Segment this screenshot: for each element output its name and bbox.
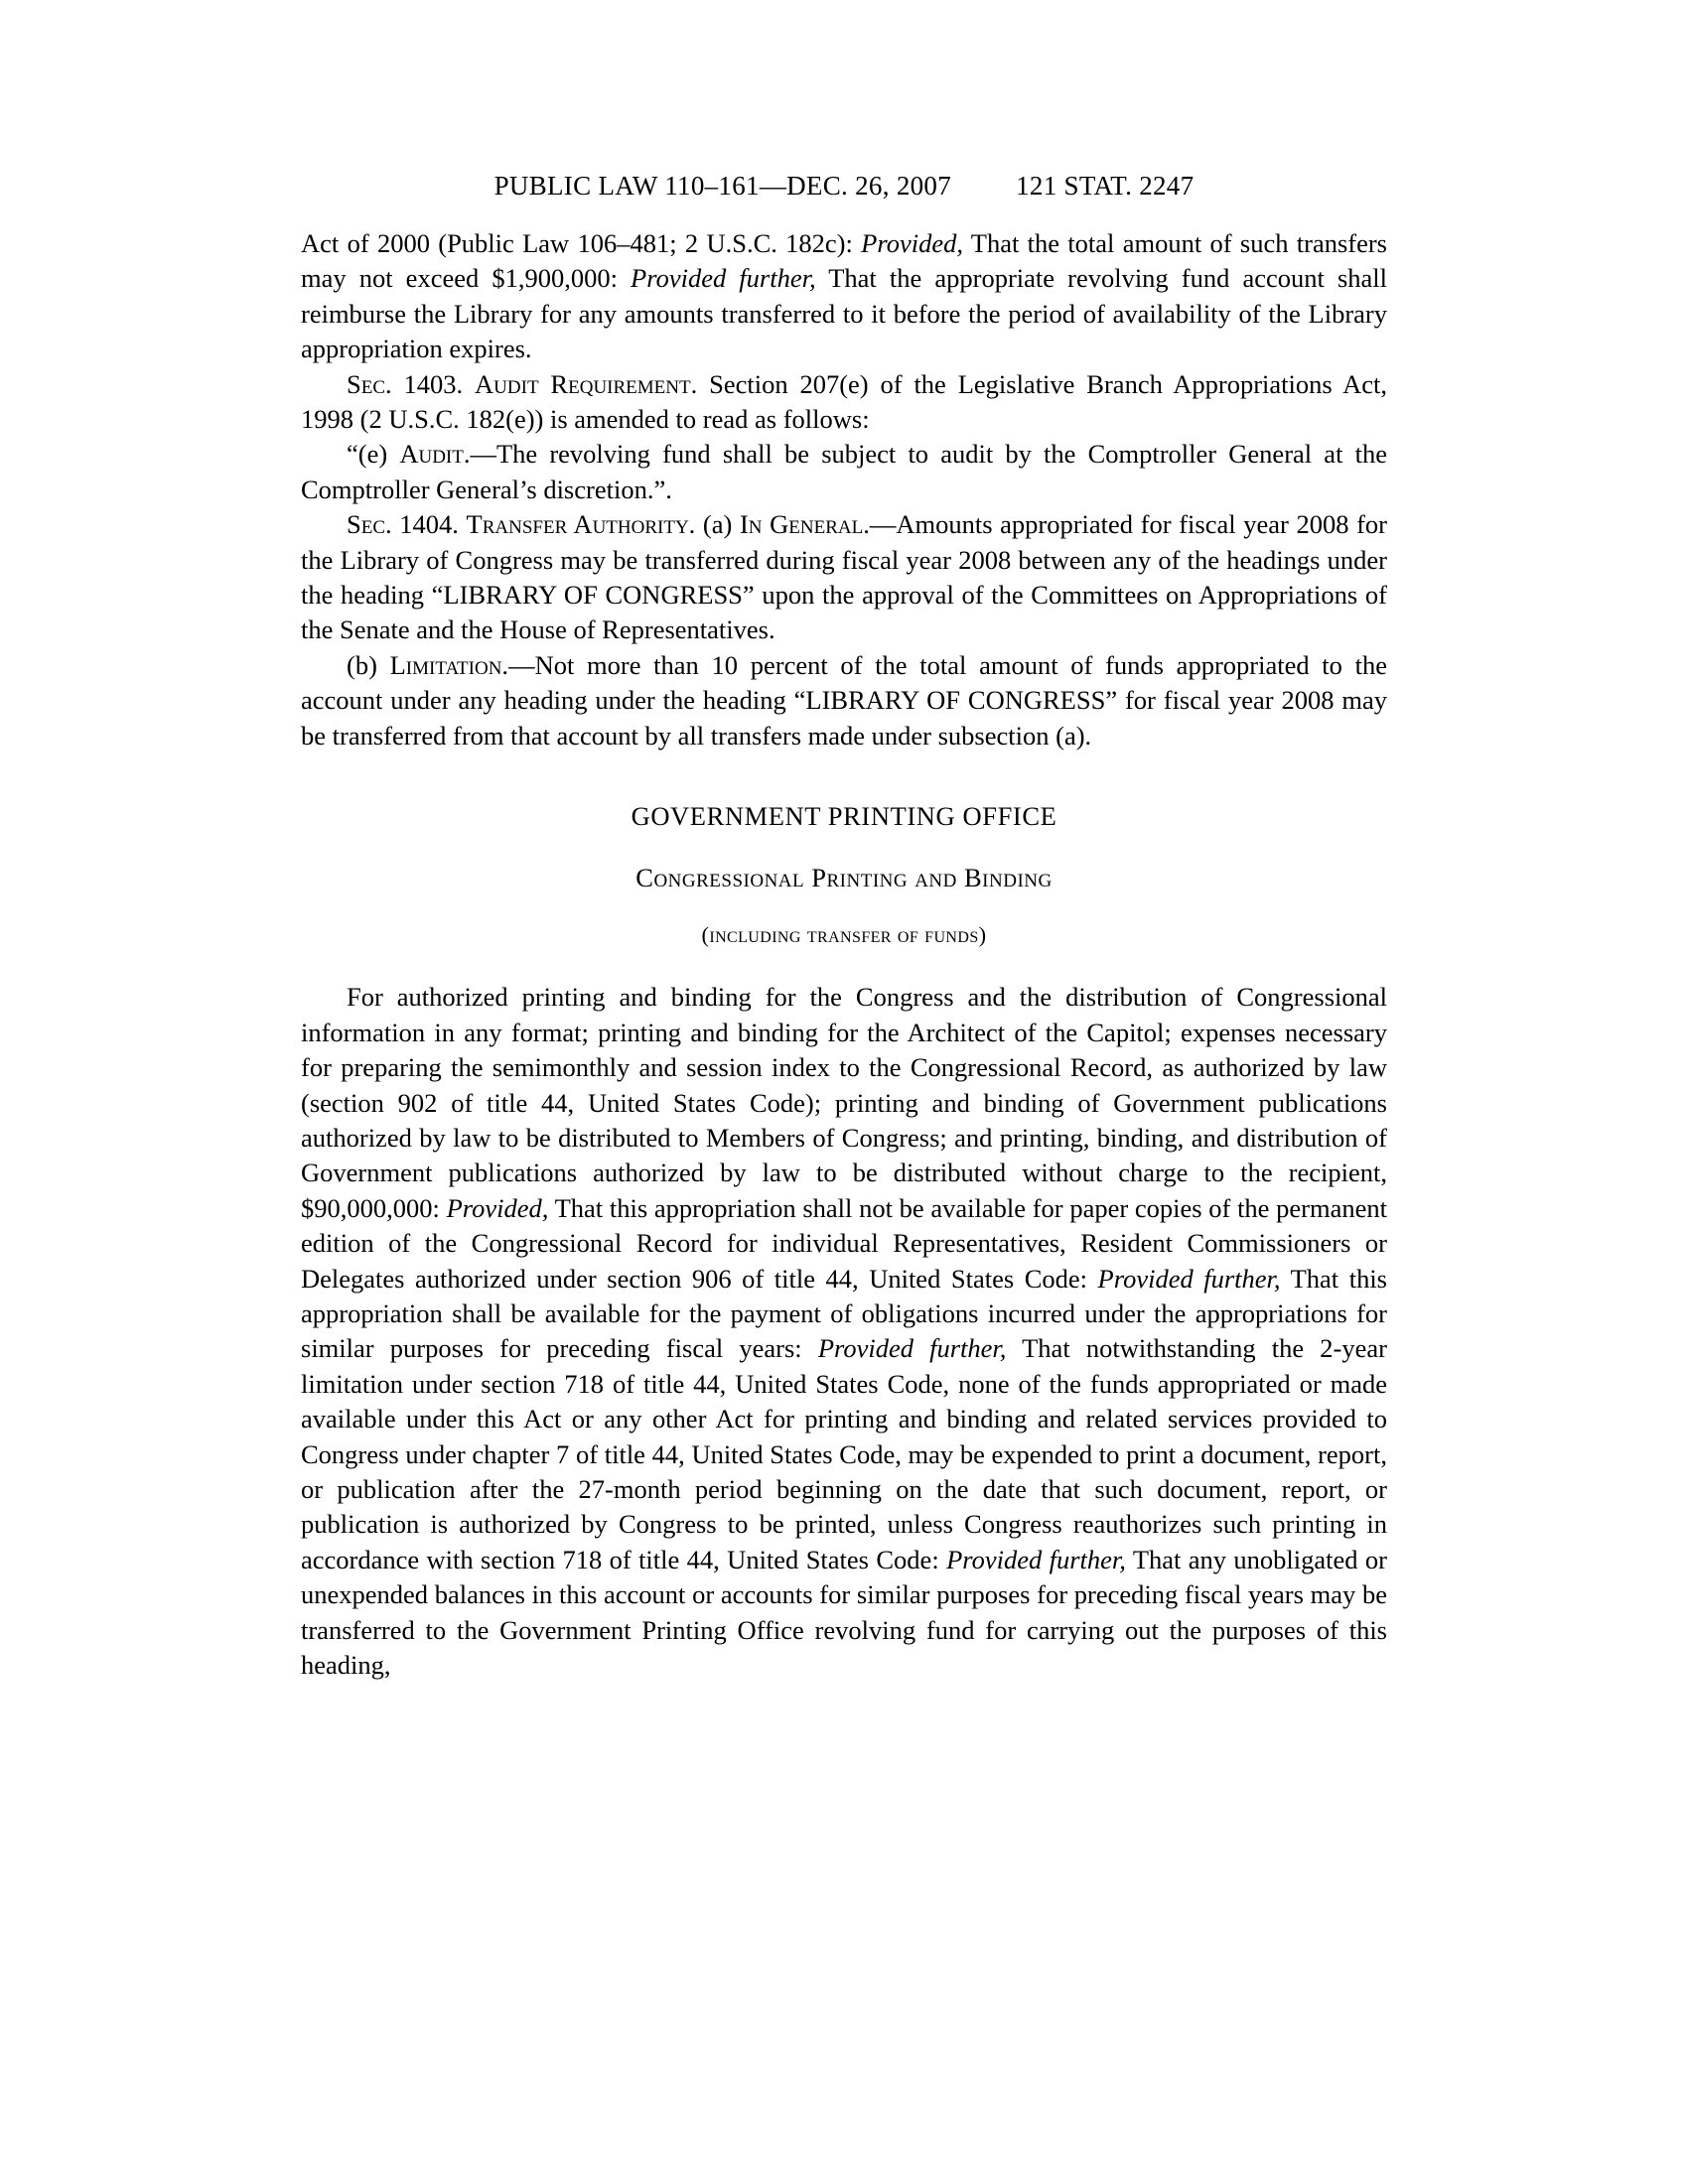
paragraph-transfer-limit: Act of 2000 (Public Law 106–481; 2 U.S.C. 182c): Provided, That the total amount of such transfers may not exceed $1,900,000: Provided further, That the appropriate revolving fund account shall reimburse the Library for any amounts transferred to it before the period of availability of the Library appropriation expires. bbox=[301, 228, 1387, 364]
paragraph-sec-1404-b: (b) Limitation.—Not more than 10 percent of the total amount of funds appropriated to the account under any heading under the heading “LIBRARY OF CONGRESS” for fiscal year 2008 may be transferred from that account by all transfers made under subsection (a). bbox=[301, 649, 1387, 751]
header-law-citation: PUBLIC LAW 110–161—DEC. 26, 2007 bbox=[493, 171, 952, 201]
paragraph-audit-quote: “(e) Audit.—The revolving fund shall be subject to audit by the Comptroller General at the Comptroller General’s discretion.”. bbox=[301, 439, 1387, 504]
paragraph-sec-1404-a: Sec. 1404. Transfer Authority. (a) In General.—Amounts appropriated for fiscal year 2008 for the Library of Congress may be transferred during fiscal year 2008 between any of the headings under the heading “LIBRARY OF CONGRESS” upon the approval of the Committees on Appropriations of the Senate and the House of Representatives. bbox=[301, 509, 1387, 645]
page-header bbox=[0, 171, 1688, 202]
paragraph-appropriation-printing-binding: For authorized printing and binding for the Congress and the distribution of Congressional information in any format; printing and binding for the Architect of the Capitol; expenses necessary for preparing the semimonthly and session index to the Congressional Record, as authorized by law (section 902 of title 44, United States Code); printing and binding of Government publications authorized by law to be distributed to Members of Congress; and printing, binding, and distribution of Government publications authorized by law to be distributed without charge to the recipient, $90,000,000: Provided, That this appropriation shall not be available for paper copies of the permanent edition of the Congressional Record for individual Representatives, Resident Commissioners or Delegates authorized under section 906 of title 44, United States Code: Provided further, That this appropriation shall be available for the payment of obligations incurred under the appropriations for similar purposes for preceding fiscal years: Provided further, That notwithstanding the 2-year limitation under section 718 of title 44, United States Code, none of the funds appropriated or made available under this Act or any other Act for printing and binding and related services provided to Congress under chapter 7 of title 44, United States Code, may be expended to print a document, report, or publication after the 27-month period beginning on the date that such document, report, or publication is authorized by Congress to be printed, unless Congress reauthorizes such printing in accordance with section 718 of title 44, United States Code: Provided further, That any unobligated or unexpended balances in this account or accounts for similar purposes for preceding fiscal years may be transferred to the Government Printing Office revolving fund for carrying out the purposes of this heading, bbox=[301, 982, 1387, 1681]
page-body bbox=[301, 226, 1387, 1683]
heading-congressional-printing-and-binding: Congressional Printing and Binding bbox=[635, 862, 1053, 892]
heading-government-printing-office: GOVERNMENT PRINTING OFFICE bbox=[631, 801, 1057, 832]
header-stat-citation: 121 STAT. 2247 bbox=[1016, 171, 1195, 201]
heading-including-transfer-of-funds: (including transfer of funds) bbox=[701, 921, 987, 947]
paragraph-sec-1403: Sec. 1403. Audit Requirement. Section 207(e) of the Legislative Branch Appropriations Act, 1998 (2 U.S.C. 182(e)) is amended to read as follows: bbox=[301, 368, 1387, 435]
